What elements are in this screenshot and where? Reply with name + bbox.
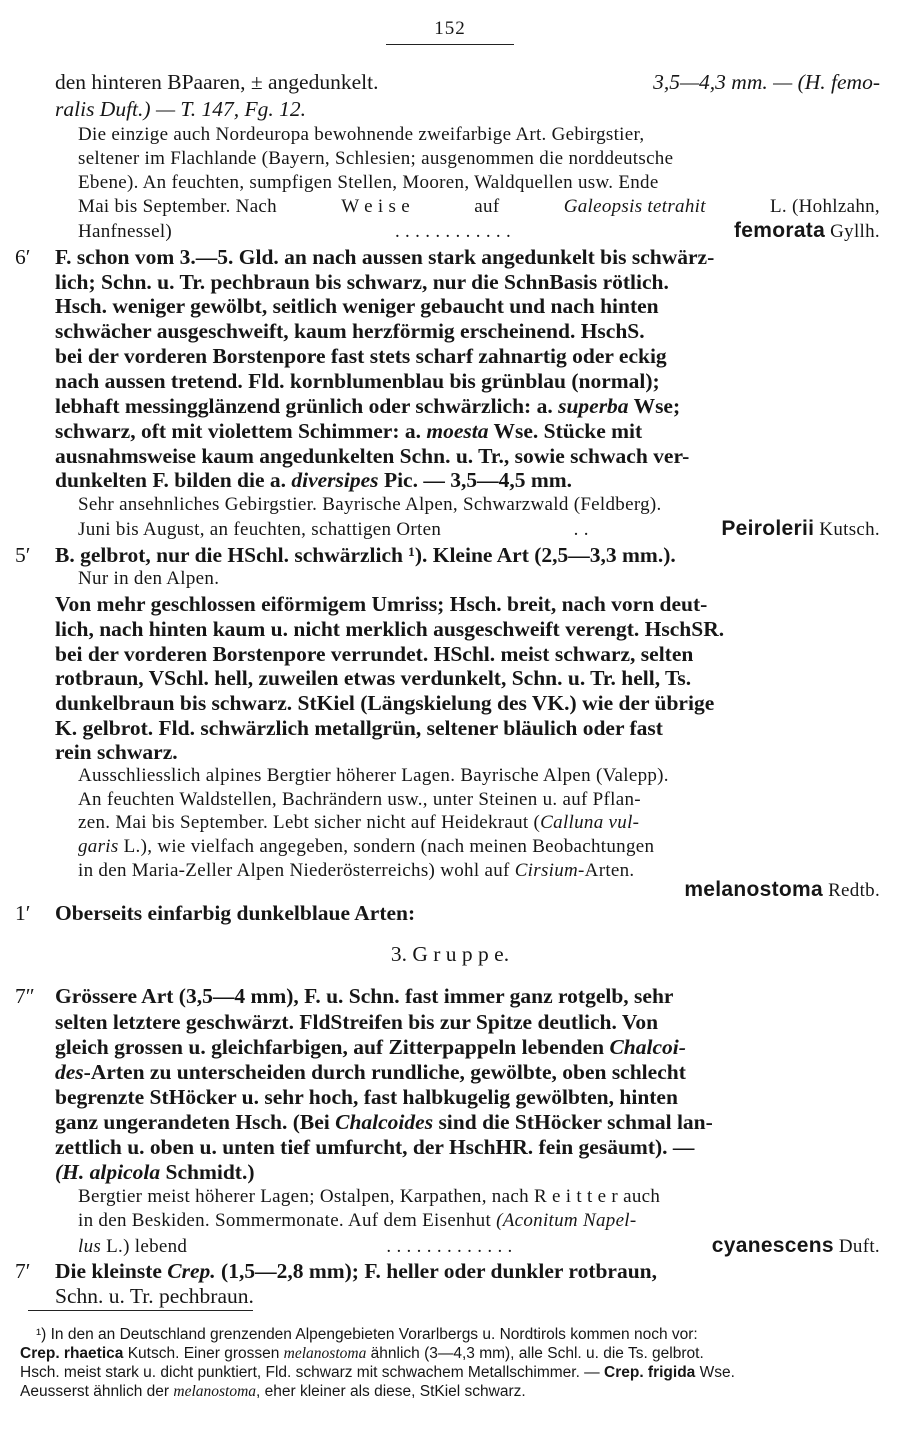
key-marker: 5′	[15, 543, 31, 567]
text-line: in den Maria-Zeller Alpen Niederösterreichs) wohl auf Cirsium-Arten.	[78, 860, 635, 881]
text-line: Mai bis September. Nach W e i s e auf Galeopsis tetrahit L. (Hohlzahn,	[78, 196, 880, 217]
species-line-melanostoma: melanostoma Redtb.	[684, 878, 880, 901]
text-line: An feuchten Waldstellen, Bachrändern usw., unter Steinen u. auf Pflan-	[78, 789, 641, 810]
species-line-cyanescens: lus L.) lebend . . . . . . . . . . . . . cyanescens Duft.	[78, 1234, 880, 1257]
page-number: 152	[434, 18, 466, 39]
text-line: K. gelbrot. Fld. schwärzlich metallgrün, seltener bläulich oder fast	[55, 716, 663, 740]
key-marker: 1′	[15, 901, 31, 925]
text-line: Von mehr geschlossen eiförmigem Umriss; Hsch. breit, nach vorn deut-	[55, 592, 708, 616]
species-line-femorata: Hanfnessel) . . . . . . . . . . . . femorata Gyllh.	[78, 219, 880, 242]
text-line: ganz ungerandeten Hsch. (Bei Chalcoides sind die StHöcker schmal lan-	[55, 1110, 713, 1134]
text-line: ausnahmsweise kaum angedunkelten Schn. u. Tr., sowie schwach ver-	[55, 444, 690, 468]
text-line: ralis Duft.) — T. 147, Fg. 12.	[55, 97, 307, 121]
text-line: bei der vorderen Borstenpore verrundet. HSchl. meist schwarz, selten	[55, 642, 694, 666]
text-line: schwächer ausgeschweift, kaum herzförmig erscheinend. HschS.	[55, 319, 645, 343]
text-line: in den Beskiden. Sommermonate. Auf dem Eisenhut (Aconitum Napel-	[78, 1210, 637, 1231]
text-line: Die kleinste Crep. (1,5—2,8 mm); F. heller oder dunkler rotbraun,	[55, 1259, 658, 1283]
text-line: den hinteren BPaaren, ± angedunkelt. 3,5—4,3 mm. — (H. femo-	[55, 70, 880, 94]
text-line: garis L.), wie vielfach angegeben, sondern (nach meinen Beobachtungen	[78, 836, 655, 857]
footnote-line: Crep. rhaetica Kutsch. Einer grossen melanostoma ähnlich (3—4,3 mm), alle Schl. u. die Ts. gelbrot.	[20, 1345, 704, 1362]
text-line: gleich grossen u. gleichfarbigen, auf Zitterpappeln lebenden Chalcoi-	[55, 1035, 686, 1059]
key-marker: 6′	[15, 245, 31, 269]
text-line: dunkelten F. bilden die a. diversipes Pic. — 3,5—4,5 mm.	[55, 468, 573, 492]
text-line: Hsch. weniger gewölbt, seitlich weniger gebaucht und nach hinten	[55, 294, 659, 318]
footnote-line: Hsch. meist stark u. dicht punktiert, Fld. schwarz mit schwachem Metallschimmer. — Crep. frigida Wse.	[20, 1364, 735, 1381]
text-line: nach aussen tretend. Fld. kornblumenblau bis grünblau (normal);	[55, 369, 660, 393]
text-line: F. schon vom 3.—5. Gld. an nach aussen stark angedunkelt bis schwärz-	[55, 245, 715, 269]
text-line: schwarz, oft mit violettem Schimmer: a. moesta Wse. Stücke mit	[55, 419, 643, 443]
text-line: (H. alpicola Schmidt.)	[55, 1160, 255, 1184]
text-line: zen. Mai bis September. Lebt sicher nicht auf Heidekraut (Calluna vul-	[78, 812, 640, 833]
species-name: Peirolerii	[721, 517, 815, 540]
text-line: B. gelbrot, nur die HSchl. schwärzlich ¹). Kleine Art (2,5—3,3 mm.).	[55, 543, 676, 567]
key-marker: 7″	[15, 984, 35, 1008]
text-line: seltener im Flachlande (Bayern, Schlesien; ausgenommen die norddeutsche	[78, 148, 674, 169]
text-line: selten letztere geschwärzt. FldStreifen bis zur Spitze deutlich. Von	[55, 1010, 659, 1034]
text-line: begrenzte StHöcker u. sehr hoch, fast halbkugelig gewölbten, hinten	[55, 1085, 678, 1109]
header-rule	[386, 44, 514, 45]
text-line: Oberseits einfarbig dunkelblaue Arten:	[55, 901, 416, 925]
text-line: lich; Schn. u. Tr. pechbraun bis schwarz, nur die SchnBasis rötlich.	[55, 270, 669, 294]
text-line: dunkelbraun bis schwarz. StKiel (Längskielung des VK.) wie der übrige	[55, 691, 715, 715]
species-name: cyanescens	[711, 1234, 834, 1257]
text-line: des-Arten zu unterscheiden durch rundliche, gewölbte, oben schlecht	[55, 1060, 686, 1084]
text-line: lebhaft messingglänzend grünlich oder schwärzlich: a. superba Wse;	[55, 394, 681, 418]
text-line: Ebene). An feuchten, sumpfigen Stellen, Mooren, Waldquellen usw. Ende	[78, 172, 659, 193]
footnote-rule	[28, 1310, 253, 1311]
text-line: Sehr ansehnliches Gebirgstier. Bayrische Alpen, Schwarzwald (Feldberg).	[78, 494, 662, 515]
species-name: femorata	[733, 219, 826, 242]
text-line: rotbraun, VSchl. hell, zuweilen etwas verdunkelt, Schn. u. Tr. hell, Ts.	[55, 666, 692, 690]
text-line: lich, nach hinten kaum u. nicht merklich ausgeschweift verengt. HschSR.	[55, 617, 725, 641]
footnote-line: Aeusserst ähnlich der melanostoma, eher kleiner als diese, StKiel schwarz.	[20, 1383, 526, 1400]
species-name: melanostoma	[684, 878, 823, 901]
text-line: Schn. u. Tr. pechbraun.	[55, 1284, 254, 1308]
species-line-peirolerii: Juni bis August, an feuchten, schattigen Orten . . Peirolerii Kutsch.	[78, 517, 880, 540]
text-line: Nur in den Alpen.	[78, 568, 220, 589]
text-line: rein schwarz.	[55, 740, 178, 764]
text-line: Die einzige auch Nordeuropa bewohnende zweifarbige Art. Gebirgstier,	[78, 124, 645, 145]
text-line: Ausschliesslich alpines Bergtier höherer Lagen. Bayrische Alpen (Valepp).	[78, 765, 669, 786]
section-heading: 3. G r u p p e.	[390, 942, 510, 966]
text-line: Bergtier meist höherer Lagen; Ostalpen, Karpathen, nach R e i t t e r auch	[78, 1186, 661, 1207]
footnote-line: ¹) In den an Deutschland grenzenden Alpengebieten Vorarlbergs u. Nordtirols kommen noch vor:	[36, 1326, 698, 1343]
text-line: bei der vorderen Borstenpore fast stets scharf zahnartig oder eckig	[55, 344, 667, 368]
text-line: Grössere Art (3,5—4 mm), F. u. Schn. fast immer ganz rotgelb, sehr	[55, 984, 674, 1008]
key-marker: 7′	[15, 1259, 31, 1283]
text-line: zettlich u. oben u. unten tief umfurcht, der HschHR. fein gesäumt). —	[55, 1135, 695, 1159]
